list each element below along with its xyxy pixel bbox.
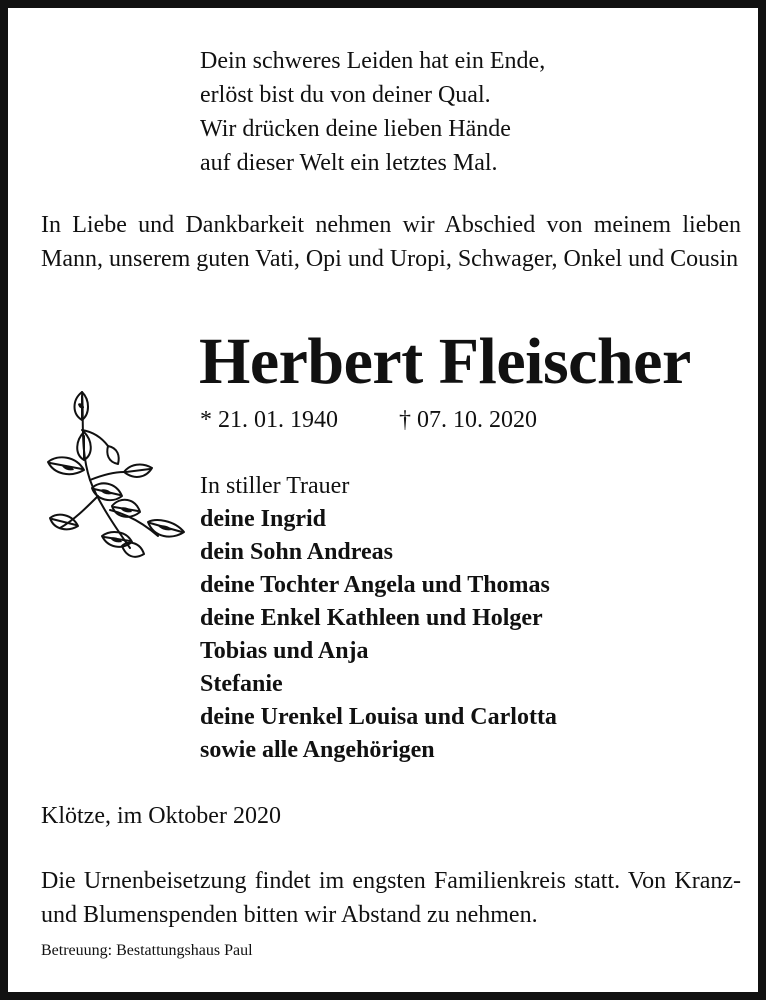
mourner-entry: sowie alle Angehörigen	[200, 737, 435, 763]
birth-date: * 21. 01. 1940	[200, 407, 338, 433]
life-dates	[200, 403, 537, 437]
poem-line: auf dieser Welt ein letztes Mal.	[200, 150, 498, 176]
poem-line: Wir drücken deine lieben Hände	[200, 116, 511, 142]
farewell-intro: In Liebe und Dankbarkeit nehmen wir Abschied von meinem lieben Mann, unserem guten Vati, Opi und Uropi, Schwager, Onkel und Cousin	[41, 212, 741, 272]
mourner-entry: Stefanie	[200, 671, 283, 697]
leaf-branch-icon	[38, 380, 198, 570]
mourner-entry: deine Enkel Kathleen und Holger	[200, 605, 543, 631]
mourner-entry: Tobias und Anja	[200, 638, 369, 664]
death-date: † 07. 10. 2020	[399, 407, 537, 433]
place-and-date: Klötze, im Oktober 2020	[41, 803, 281, 829]
mourner-entry: dein Sohn Andreas	[200, 539, 393, 565]
mourning-intro: In stiller Trauer	[200, 473, 350, 499]
poem-line: erlöst bist du von deiner Qual.	[200, 82, 491, 108]
mourner-entry: deine Tochter Angela und Thomas	[200, 572, 550, 598]
funeral-note: Die Urnenbeisetzung findet im engsten Familienkreis statt. Von Kranz- und Blumenspenden bitten wir Abstand zu nehmen.	[41, 868, 741, 928]
memorial-poem	[200, 44, 545, 180]
undertaker-credit: Betreuung: Bestattungshaus Paul	[41, 942, 253, 959]
mourner-entry: deine Ingrid	[200, 506, 327, 532]
mourner-entry: deine Urenkel Louisa und Carlotta	[200, 704, 557, 730]
mourners-list	[200, 470, 557, 767]
deceased-name: Herbert Fleischer	[199, 325, 691, 398]
poem-line: Dein schweres Leiden hat ein Ende,	[200, 48, 546, 74]
